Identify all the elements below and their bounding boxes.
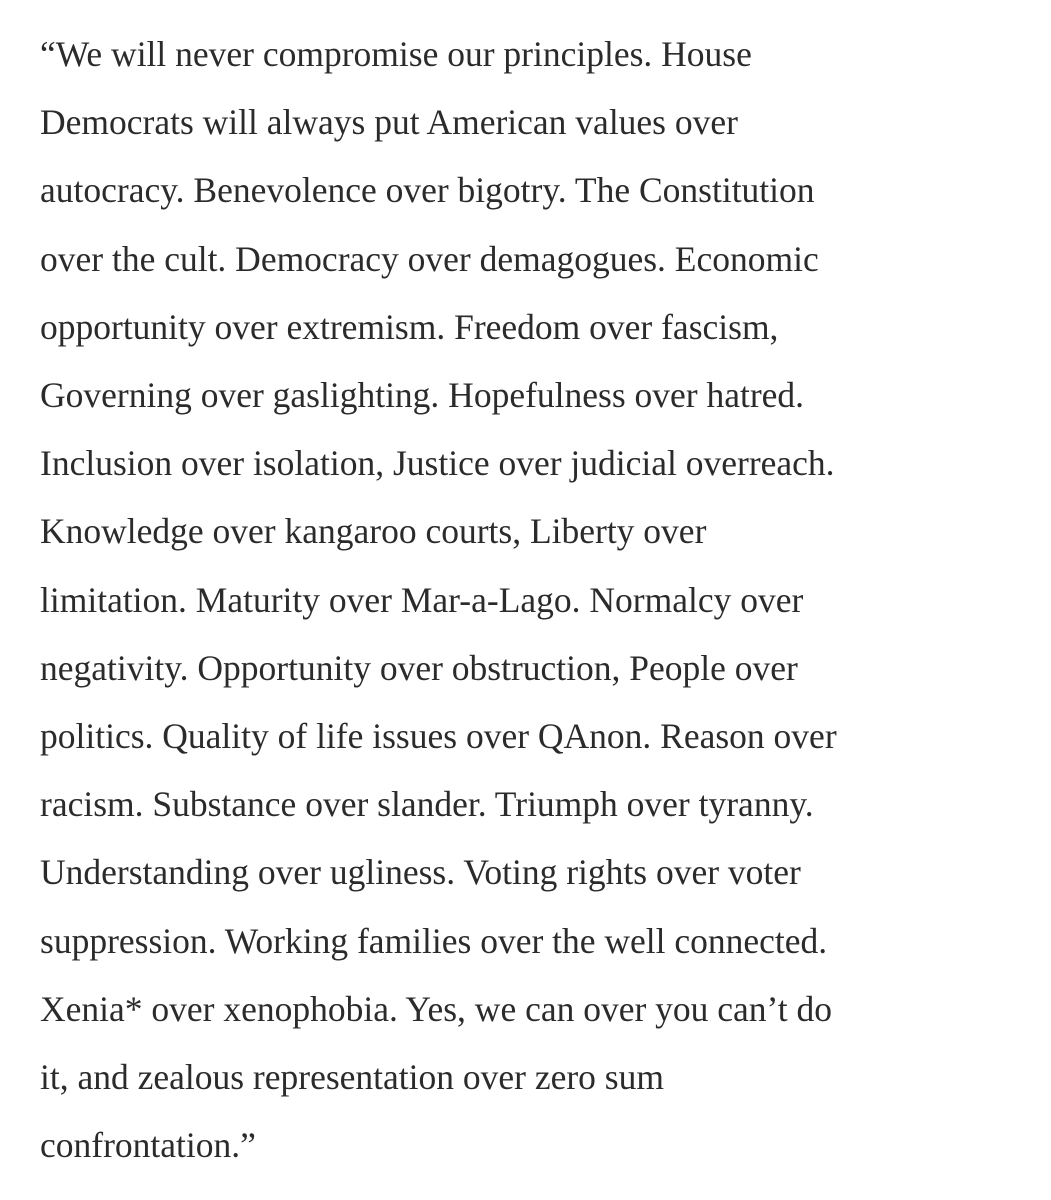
- quote-line: autocracy. Benevolence over bigotry. The Constitution: [40, 170, 815, 211]
- quote-line: Understanding over ugliness. Voting rights over voter: [40, 852, 801, 893]
- quote-line: politics. Quality of life issues over QAnon. Reason over: [40, 716, 837, 757]
- quote-line: confrontation.”: [40, 1125, 256, 1166]
- quote-line: Knowledge over kangaroo courts, Liberty over: [40, 511, 707, 552]
- quote-line: suppression. Working families over the well connected.: [40, 920, 828, 961]
- quote-line: “We will never compromise our principles. House: [40, 34, 752, 74]
- quote-line: opportunity over extremism. Freedom over fascism,: [40, 306, 779, 347]
- quote-line: negativity. Opportunity over obstruction, People over: [40, 647, 798, 688]
- quote-text-block: [40, 20, 1040, 1179]
- quote-line: limitation. Maturity over Mar-a-Lago. Normalcy over: [40, 579, 804, 620]
- quote-line: Democrats will always put American values over: [40, 102, 738, 143]
- quote-line: Governing over gaslighting. Hopefulness over hatred.: [40, 375, 805, 416]
- quote-line: over the cult. Democracy over demagogues. Economic: [40, 238, 819, 279]
- quote-line: it, and zealous representation over zero sum: [40, 1057, 664, 1098]
- quote-line: Xenia* over xenophobia. Yes, we can over you can’t do: [40, 988, 832, 1029]
- quote-line: Inclusion over isolation, Justice over judicial overreach.: [40, 443, 835, 484]
- quote-line: racism. Substance over slander. Triumph over tyranny.: [40, 784, 814, 825]
